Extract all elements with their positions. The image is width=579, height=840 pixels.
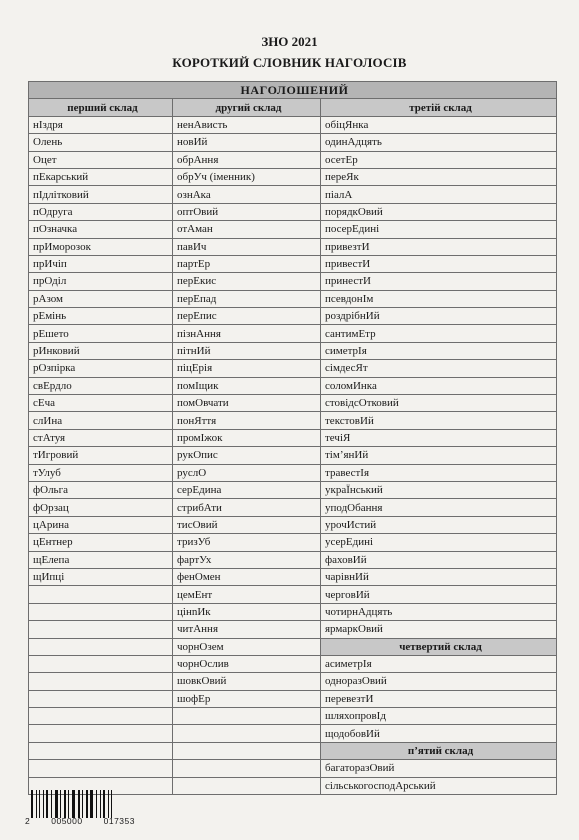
table-cell — [29, 586, 173, 603]
table-row — [29, 134, 557, 151]
barcode-bar — [55, 790, 58, 818]
column-header-second: другий склад — [173, 99, 321, 116]
barcode-number — [25, 816, 135, 826]
barcode-bar — [62, 790, 63, 818]
table-row — [29, 534, 557, 551]
barcode-bar — [34, 790, 35, 818]
table-cell: піалА — [321, 186, 557, 203]
barcode-bar — [102, 790, 103, 818]
section-header-row — [29, 82, 557, 99]
table-cell — [29, 621, 173, 638]
table-row — [29, 151, 557, 168]
table-cell: рукОпис — [173, 447, 321, 464]
table-cell — [29, 725, 173, 742]
table-cell: цемЕнт — [173, 586, 321, 603]
table-cell: щЕлепа — [29, 551, 173, 568]
table-cell: чорнОзем — [173, 638, 321, 655]
page-title: КОРОТКИЙ СЛОВНИК НАГОЛОСІВ — [172, 55, 407, 70]
table-cell: сільськогосподАрський — [321, 777, 557, 794]
table-cell: прИчіп — [29, 255, 173, 272]
table-cell: шофЕр — [173, 690, 321, 707]
table-cell: роздрібнИй — [321, 308, 557, 325]
table-cell: ненАвисть — [173, 116, 321, 133]
table-cell: стрибАти — [173, 499, 321, 516]
table-cell: одноразОвий — [321, 673, 557, 690]
table-cell: помОвчати — [173, 395, 321, 412]
table-cell: рЕшето — [29, 325, 173, 342]
table-cell: уподОбання — [321, 499, 557, 516]
barcode-bar — [89, 790, 90, 818]
table-cell: осетЕр — [321, 151, 557, 168]
table-cell: обрУч (іменник) — [173, 168, 321, 185]
table-cell: соломИнка — [321, 377, 557, 394]
barcode-bar — [90, 790, 93, 818]
table-row — [29, 655, 557, 672]
barcode-bar — [43, 790, 44, 818]
table-cell: текстовИй — [321, 412, 557, 429]
barcode-bar — [106, 790, 107, 818]
barcode-bar — [78, 790, 80, 818]
table-cell — [29, 708, 173, 725]
table-row — [29, 186, 557, 203]
table-cell: перЕкис — [173, 273, 321, 290]
table-cell: симетрІя — [321, 342, 557, 359]
table-row — [29, 290, 557, 307]
table-cell — [29, 603, 173, 620]
table-cell: помІщик — [173, 377, 321, 394]
table-cell: принестИ — [321, 273, 557, 290]
table-cell: отАман — [173, 221, 321, 238]
accent-dictionary-table — [28, 81, 557, 795]
barcode-bar — [53, 790, 54, 818]
table-cell: руслО — [173, 464, 321, 481]
barcode-bar — [111, 790, 112, 818]
table-cell: порядкОвий — [321, 203, 557, 220]
barcode-bar — [81, 790, 82, 818]
table-row — [29, 203, 557, 220]
column-header-row — [29, 99, 557, 116]
table-cell: сімдесЯт — [321, 360, 557, 377]
table-cell: пЕкарський — [29, 168, 173, 185]
table-row — [29, 603, 557, 620]
barcode-digit-group: 2 — [25, 816, 31, 826]
table-cell — [29, 655, 173, 672]
table-cell: рЕмінь — [29, 308, 173, 325]
table-cell: партЕр — [173, 255, 321, 272]
table-cell: украЇнський — [321, 481, 557, 498]
table-cell: оптОвий — [173, 203, 321, 220]
table-cell: обіцЯнка — [321, 116, 557, 133]
section-header: НАГОЛОШЕНИЙ — [29, 82, 557, 99]
table-cell: чорнОслив — [173, 655, 321, 672]
table-row — [29, 116, 557, 133]
table-row — [29, 377, 557, 394]
barcode-bar — [72, 790, 75, 818]
table-cell: промІжок — [173, 429, 321, 446]
table-cell: пОдруга — [29, 203, 173, 220]
table-cell: усерЕдині — [321, 534, 557, 551]
table-cell: Олень — [29, 134, 173, 151]
table-cell: течіЯ — [321, 429, 557, 446]
barcode-bar — [84, 790, 85, 818]
table-cell: ярмаркОвий — [321, 621, 557, 638]
table-cell — [173, 777, 321, 794]
table-cell: асиметрІя — [321, 655, 557, 672]
table-cell: фартУх — [173, 551, 321, 568]
barcode-bar — [67, 790, 68, 818]
barcode-bar — [51, 790, 52, 818]
table-cell: фаховИй — [321, 551, 557, 568]
table-cell: ознАка — [173, 186, 321, 203]
barcode-bar — [110, 790, 111, 818]
table-row — [29, 586, 557, 603]
table-cell: тУлуб — [29, 464, 173, 481]
barcode-bar — [98, 790, 99, 818]
table-row — [29, 412, 557, 429]
barcode-bar — [113, 790, 114, 818]
table-cell: черговИй — [321, 586, 557, 603]
table-cell: багаторазОвий — [321, 760, 557, 777]
barcode-bar — [70, 790, 71, 818]
table-cell: новИй — [173, 134, 321, 151]
table-row — [29, 395, 557, 412]
table-cell: пізнАння — [173, 325, 321, 342]
table-cell: привезтИ — [321, 238, 557, 255]
table-cell: перЕпад — [173, 290, 321, 307]
barcode-bar — [86, 790, 88, 818]
table-cell: Оцет — [29, 151, 173, 168]
table-row — [29, 221, 557, 238]
barcode-bar — [45, 790, 46, 818]
barcode-bar — [31, 790, 33, 818]
table-cell: привестИ — [321, 255, 557, 272]
table-row — [29, 621, 557, 638]
table-cell: псевдонІм — [321, 290, 557, 307]
barcode-bar — [60, 790, 61, 818]
table-row — [29, 308, 557, 325]
table-cell — [173, 725, 321, 742]
table-row — [29, 551, 557, 568]
table-row — [29, 429, 557, 446]
table-row — [29, 516, 557, 533]
barcode-bar — [76, 790, 77, 818]
table-row — [29, 499, 557, 516]
table-cell: пІдлітковий — [29, 186, 173, 203]
table-cell: щодобовИй — [321, 725, 557, 742]
table-body — [29, 116, 557, 794]
table-cell: павИч — [173, 238, 321, 255]
page-title-year: ЗНО 2021 — [261, 34, 318, 49]
table-cell: одинАдцять — [321, 134, 557, 151]
table-cell: травестІя — [321, 464, 557, 481]
barcode-bar — [39, 790, 40, 818]
table-row — [29, 708, 557, 725]
table-cell — [173, 760, 321, 777]
column-header-first: перший склад — [29, 99, 173, 116]
column-subheader: п’ятий склад — [321, 742, 557, 759]
table-cell: понЯття — [173, 412, 321, 429]
barcode-bar — [96, 790, 97, 818]
table-cell: слИна — [29, 412, 173, 429]
table-cell: фенОмен — [173, 568, 321, 585]
table-cell: цАрина — [29, 516, 173, 533]
barcode-bar — [103, 790, 105, 818]
table-cell: рАзом — [29, 290, 173, 307]
table-cell — [173, 708, 321, 725]
table-cell: піцЕрія — [173, 360, 321, 377]
table-cell: прОділ — [29, 273, 173, 290]
barcode-bar — [38, 790, 39, 818]
barcode-bar — [36, 790, 37, 818]
table-cell: сантимЕтр — [321, 325, 557, 342]
table-cell: стовідсОтковий — [321, 395, 557, 412]
table-row — [29, 273, 557, 290]
table-row — [29, 673, 557, 690]
table-cell — [173, 742, 321, 759]
column-subheader: четвертий склад — [321, 638, 557, 655]
table-cell: нІздря — [29, 116, 173, 133]
table-cell: посерЕдині — [321, 221, 557, 238]
barcode-bar — [41, 790, 42, 818]
barcode-bar — [49, 790, 50, 818]
table-cell: тім’янИй — [321, 447, 557, 464]
table-cell: серЕдина — [173, 481, 321, 498]
table-cell: рОзпірка — [29, 360, 173, 377]
table-cell: переЯк — [321, 168, 557, 185]
table-cell: щИпці — [29, 568, 173, 585]
table-cell: чарівнИй — [321, 568, 557, 585]
table-cell: читАння — [173, 621, 321, 638]
barcode-bar — [68, 790, 69, 818]
column-header-third: третій склад — [321, 99, 557, 116]
table-cell: цінnИк — [173, 603, 321, 620]
table-cell: урочИстий — [321, 516, 557, 533]
table-row — [29, 638, 557, 655]
table-row — [29, 168, 557, 185]
table-cell: свЕрдло — [29, 377, 173, 394]
table-cell: перевезтИ — [321, 690, 557, 707]
table-row — [29, 760, 557, 777]
barcode-bar — [94, 790, 95, 818]
table-row — [29, 360, 557, 377]
table-row — [29, 464, 557, 481]
table-cell: рИнковий — [29, 342, 173, 359]
table-cell: обрАння — [173, 151, 321, 168]
table-cell: прИморозок — [29, 238, 173, 255]
table-row — [29, 342, 557, 359]
table-cell: тИгровий — [29, 447, 173, 464]
table-cell: шляхопровІд — [321, 708, 557, 725]
table-row — [29, 238, 557, 255]
barcode-bar — [100, 790, 101, 818]
table-row — [29, 742, 557, 759]
barcode-image — [31, 790, 126, 818]
table-cell: пітнИй — [173, 342, 321, 359]
table-cell: чотирнАдцять — [321, 603, 557, 620]
table-cell: тисОвий — [173, 516, 321, 533]
barcode-bar — [64, 790, 66, 818]
barcode-bar — [82, 790, 83, 818]
table-row — [29, 255, 557, 272]
barcode-digit-group: 017353 — [103, 816, 135, 826]
table-cell: цЕнтнер — [29, 534, 173, 551]
table-cell — [29, 690, 173, 707]
table-cell — [29, 638, 173, 655]
table-row — [29, 481, 557, 498]
barcode-bar — [46, 790, 48, 818]
table-cell: фОрзац — [29, 499, 173, 516]
table-cell — [29, 760, 173, 777]
table-row — [29, 690, 557, 707]
barcode-bar — [108, 790, 109, 818]
table-row — [29, 325, 557, 342]
table-cell — [29, 673, 173, 690]
barcode-bar — [59, 790, 60, 818]
table-cell: сЕча — [29, 395, 173, 412]
barcode-digit-group: 005000 — [51, 816, 83, 826]
table-cell: тризУб — [173, 534, 321, 551]
table-cell: шовкОвий — [173, 673, 321, 690]
table-row — [29, 447, 557, 464]
table-cell: стАтуя — [29, 429, 173, 446]
table-cell: фОльга — [29, 481, 173, 498]
table-row — [29, 725, 557, 742]
table-cell: перЕпис — [173, 308, 321, 325]
table-row — [29, 568, 557, 585]
table-cell — [29, 742, 173, 759]
table-cell: пОзначка — [29, 221, 173, 238]
